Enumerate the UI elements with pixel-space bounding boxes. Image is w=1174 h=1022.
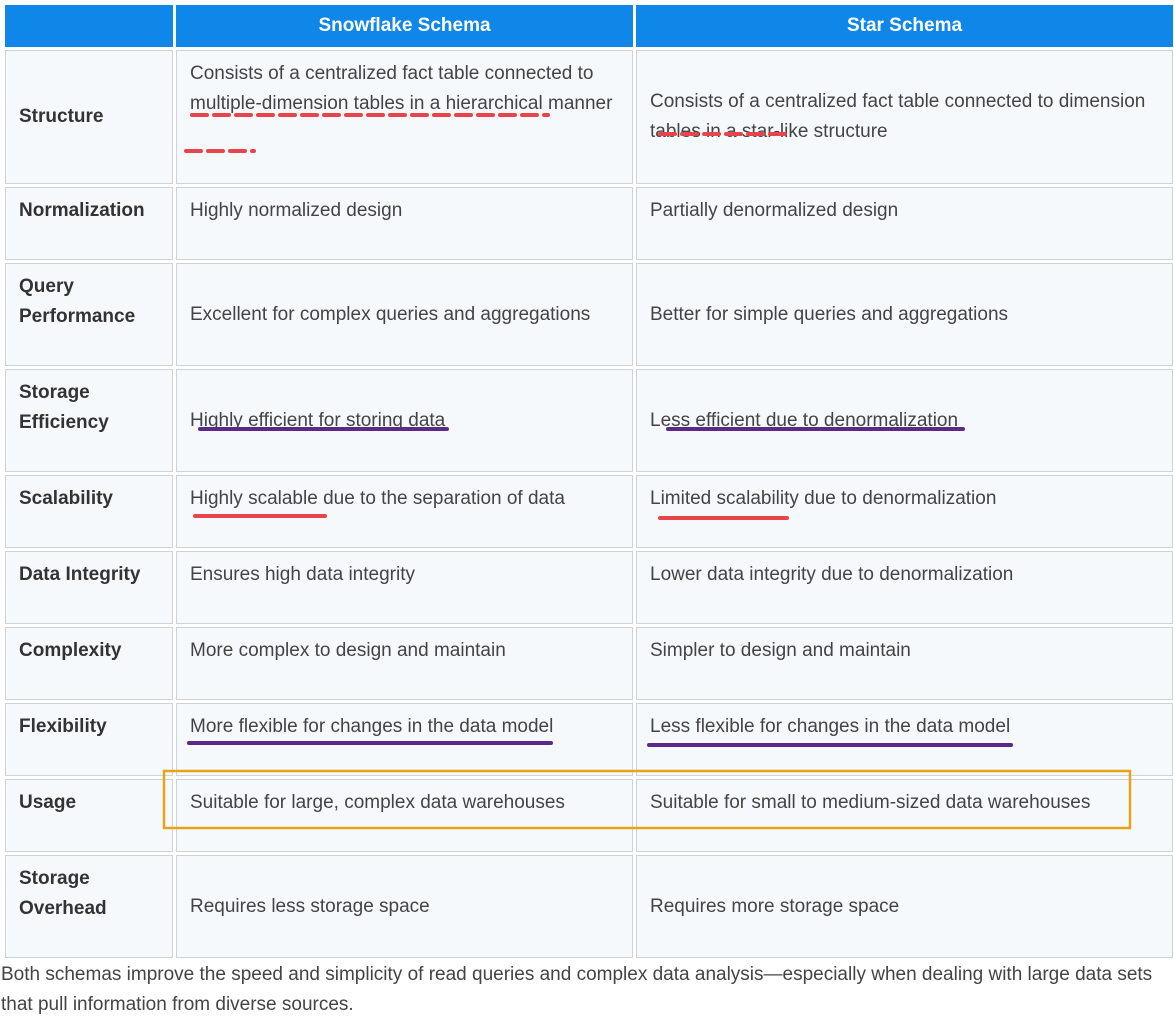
row-label: Flexibility: [5, 703, 173, 776]
snowflake-cell: Highly normalized design: [176, 187, 633, 260]
table-row: [5, 855, 1173, 958]
row-label: Usage: [5, 779, 173, 852]
table-row: [5, 703, 1173, 776]
row-label: Query Performance: [5, 263, 173, 366]
snowflake-cell: Ensures high data integrity: [176, 551, 633, 624]
snowflake-cell: More complex to design and maintain: [176, 627, 633, 700]
star-cell: Suitable for small to medium-sized data warehouses: [636, 779, 1173, 852]
header-empty: [5, 5, 173, 47]
star-cell: Requires more storage space: [636, 855, 1173, 958]
star-cell: Less flexible for changes in the data model: [636, 703, 1173, 776]
star-cell: Lower data integrity due to denormalization: [636, 551, 1173, 624]
table-row: [5, 551, 1173, 624]
star-cell: Partially denormalized design: [636, 187, 1173, 260]
row-label: Structure: [5, 50, 173, 184]
star-cell: Simpler to design and maintain: [636, 627, 1173, 700]
row-label: Storage Overhead: [5, 855, 173, 958]
snowflake-cell: Requires less storage space: [176, 855, 633, 958]
star-cell: Less efficient due to denormalization: [636, 369, 1173, 472]
star-cell: Limited scalability due to denormalization: [636, 475, 1173, 548]
row-label: Complexity: [5, 627, 173, 700]
header-star: Star Schema: [636, 5, 1173, 47]
table-row: [5, 263, 1173, 366]
table-row: [5, 369, 1173, 472]
row-label: Normalization: [5, 187, 173, 260]
snowflake-cell: Highly scalable due to the separation of data: [176, 475, 633, 548]
header-snowflake: Snowflake Schema: [176, 5, 633, 47]
star-cell: Consists of a centralized fact table connected to dimension tables in a star-like structure: [636, 50, 1173, 184]
row-label: Data Integrity: [5, 551, 173, 624]
comparison-table: [2, 2, 1174, 961]
table-row: [5, 475, 1173, 548]
header-row: [5, 5, 1173, 47]
snowflake-cell: Consists of a centralized fact table connected to multiple-dimension tables in a hierarchical manner: [176, 50, 633, 184]
row-label: Scalability: [5, 475, 173, 548]
table-row: [5, 779, 1173, 852]
snowflake-cell: Highly efficient for storing data: [176, 369, 633, 472]
row-label: Storage Efficiency: [5, 369, 173, 472]
snowflake-cell: Excellent for complex queries and aggregations: [176, 263, 633, 366]
table-row: [5, 627, 1173, 700]
table-row: [5, 187, 1173, 260]
snowflake-cell: Suitable for large, complex data warehouses: [176, 779, 633, 852]
table-row: [5, 50, 1173, 184]
footer-paragraph: Both schemas improve the speed and simplicity of read queries and complex data analysis—especially when dealing with large data sets that pull information from diverse sources.: [1, 964, 1153, 1015]
snowflake-cell: More flexible for changes in the data model: [176, 703, 633, 776]
star-cell: Better for simple queries and aggregations: [636, 263, 1173, 366]
